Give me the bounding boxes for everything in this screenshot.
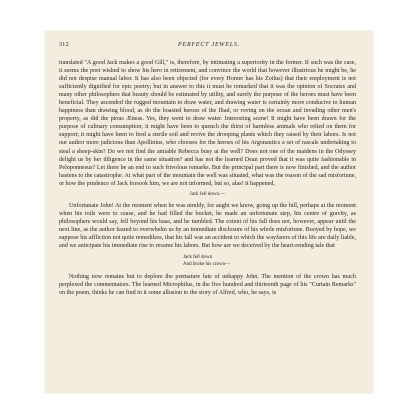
page-number: 312 [59,42,69,48]
page-header [59,42,359,52]
body-paragraph: Nothing now remains but to deplore the premature fate of unhappy John. The mention of the crown has much perplexed the commentators. The learned Microphilus, in the five hundred and thirteenth page of his "Curtain Remarks" on the poem, thinks he can find in it some allusion to the story of Alfred, who, he says, is [59,274,356,297]
verse-quote [59,254,356,268]
verse-line: Jack fell down [183,255,213,261]
book-page [45,31,373,393]
body-paragraph: translated "A good Jack makes a good Gill," is, therefore, by intimating a superiority in the former. If such was the case, it seems the poet wished to show his hero in retirement, and convince the world that however illustrious he might be, he did not despise manual labor. It has also been objected (for every Homer has his Zoilus) that their employment is not sufficiently dignified for epic poetry; but in answer to this it must be remarked that it was the opinion of Socrates and many other philosophers that beauty should be estimated by utility, and surely the purpose of the heroes must have been beneficial. They ascended the rugged mountain to draw water, and drawing water is certainly more conducive to human happiness than drawing blood, as do the boasted heroes of the Iliad, or roving on the ocean and invading other men's property, as did the pious Æneas. Yes, they went to draw water. Interesting scene! It might have been drawn for the purpose of culinary consumption; it might have been to quench the thirst of harmless animals who relied on them for support; it might have been to feed a sterile soil and revive the drooping plants which they raised by their labors. Is not our author more judicious than Apollinius, who chooses for the heroes of his Argonautics a set of rascals undertaking to steal a sheep-skin? Do we not find the amiable Rebecca busy at the well? Does not one of the maidens in the Odyssey delight us by her diligence in the same situation? and has not the learned Dean proved that it was quite fashionable in Peloponnesus? Let there be an end to such frivolous remarks. But the principal part there is now finished, and the author hastens to the catastrophe. At what part of the mountain the well was situated, what was the reason of the sad misfortune, or how the prudence of Jack forsook him, we are not informed, but so, alas! it happened, [59,60,356,187]
body-paragraph: Unfortunate John! At the moment when he was nimbly, for aught we know, going up the hill, perhaps at the moment when his toils were to cease, and he had filled the bucket, he made an unfortunate step, his centre of gravity, as philosophers would say, fell beyond his base, and he tumbled. The extent of his fall does not, however, appear until the next line, as the author feared to overwhelm us by an immediate disclosure of his whole misfortune. Buoyed by hope, we suppose his affliction not quite remediless, that his fall was an accident to which the wayfarers of this life are daily liable, and we anticipate his immediate rise to resume his labors. But how are we deceived by the heart-rending tale that [59,202,356,249]
page-body [59,59,356,297]
verse-line: And broke his crown— [183,262,231,268]
section-heading: Jack fell down.— [189,191,226,197]
running-title: PERFECT JEWELS. [178,42,240,48]
